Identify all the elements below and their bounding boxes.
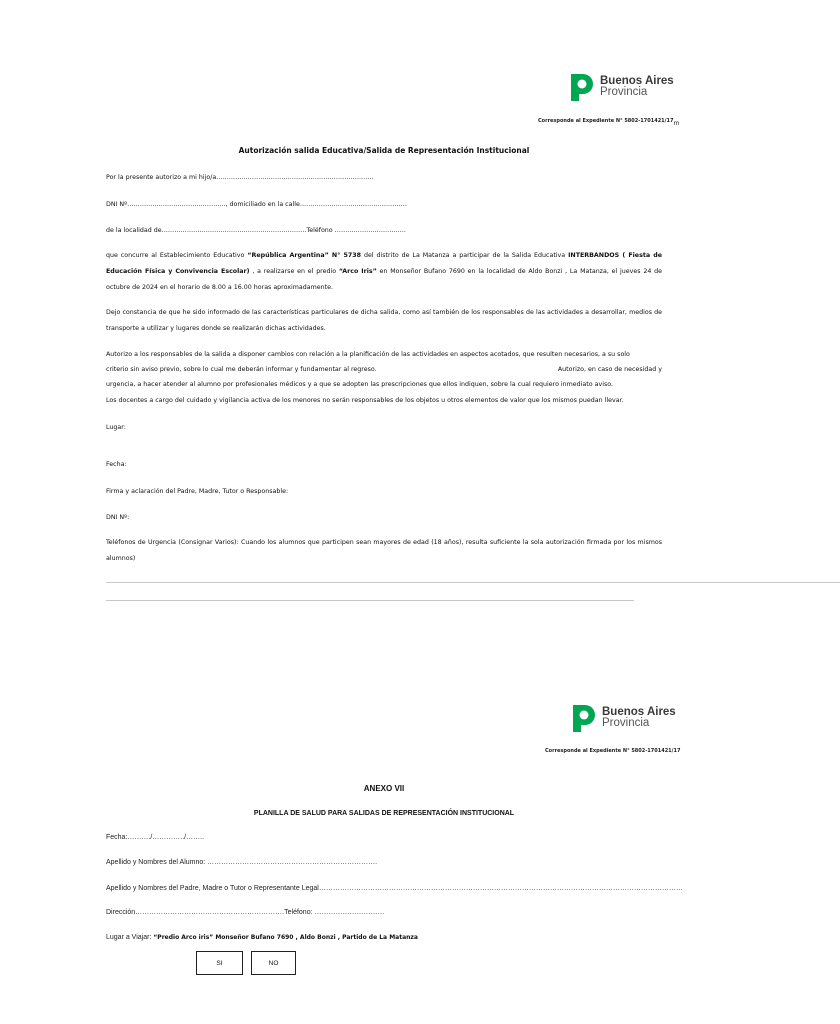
line-localidad: de la localidad de……………………………………………………………Teléfono ……………………………. bbox=[106, 227, 406, 234]
logo-line-2: Provincia bbox=[602, 717, 650, 729]
firma-label: Firma y aclaración del Padre, Madre, Tutor o Responsable: bbox=[106, 488, 289, 495]
province-logo bbox=[568, 72, 674, 102]
anexo-lugar-viajar: Lugar a Viajar: “Predio Arco iris” Monseñor Bufano 7690 , Aldo Bonzi , Partido de La Matanza bbox=[106, 934, 418, 941]
paragraph-constancia: Dejo constancia de que he sido informado de las características particulares de dicha salida, como así también de los responsables de las actividades a desarrollar, medios de transporte a utilizar y lugares donde se realizarán dichas actividades. bbox=[106, 309, 662, 332]
anexo-direccion: Dirección……………………………………………………….Teléfono: ………………………… bbox=[106, 909, 385, 916]
telefonos-urgencia: Teléfonos de Urgencia (Consignar Varios): Cuando los alumnos que participen sean mayores de edad (18 años), resulta suficiente la sola autorización firmada por los mismos alumnos) bbox=[106, 539, 662, 562]
expediente-mark: m bbox=[673, 120, 680, 127]
expediente-reference-2: Corresponde al Expediente N° 5802-1701421/17 bbox=[545, 748, 681, 754]
planilla-title: PLANILLA DE SALUD PARA SALIDAS DE REPRESENTACIÓN INSTITUCIONAL bbox=[253, 810, 515, 817]
line-hijo: Por la presente autorizo a mi hijo/a………………………………………………………………… bbox=[106, 174, 374, 181]
province-logo-2 bbox=[570, 703, 676, 733]
form-title: Autorización salida Educativa/Salida de Representación Institucional bbox=[238, 146, 530, 155]
paragraph-concurre: que concurre al Establecimiento Educativo “República Argentina” N° 5738 del distrito de La Matanza a participar de la Salida Educativa INTERBANDOS ( Fiesta de Educación Física y Convivencia Escolar) , a realizarse en el predio “Arco Iris” en Monseñor Bufano 7690 en la localidad de Aldo Bonzi , La Matanza, el jueves 24 de octubre de 2024 en el horario de 8.00 a 16.00 horas aproximadamente. bbox=[106, 252, 662, 291]
paragraph-autorizo-1: Autorizo a los responsables de la salida a disponer cambios con relación a la planificación de las actividades en aspectos acotados, que resulten necesarios, a su solo bbox=[106, 351, 630, 358]
dni-label: DNI Nº: bbox=[106, 514, 130, 521]
logo-line-1: Buenos Aires bbox=[600, 74, 674, 87]
fecha-label: Fecha: bbox=[106, 461, 127, 468]
lugar-label: Lugar: bbox=[106, 424, 126, 431]
paragraph-autorizo-3: urgencia, a hacer atender al alumno por profesionales médicos y a que se adopten las prescripciones que ellos indiquen, sobre la cual requiero inmediato aviso. bbox=[106, 381, 613, 388]
anexo-title: ANEXO VII bbox=[363, 784, 405, 793]
expediente-reference: Corresponde al Expediente N° $5802-1701421/17_m$ bbox=[538, 118, 680, 127]
province-logo-icon bbox=[570, 703, 596, 733]
lugar-viajar-value: “Predio Arco iris” Monseñor Bufano 7690 , Aldo Bonzi , Partido de La Matanza bbox=[153, 934, 418, 941]
dotted-line-1: ……………………………………………………………………………………………………………………………………………………………………………………………………………………………………………………………………………………………………………………………………. bbox=[106, 578, 840, 585]
anexo-padre: Apellido y Nombres del Padre, Madre o Tutor o Representante Legal………………………………………………………………………………………………………………………………………… bbox=[106, 885, 683, 892]
si-checkbox[interactable]: SI bbox=[196, 951, 243, 975]
no-checkbox[interactable]: NO bbox=[251, 951, 296, 975]
anexo-fecha: Fecha:………./…………../…….. bbox=[106, 834, 205, 841]
autorizo-urgencia-start: Autorizo, en caso de necesidad y bbox=[557, 366, 662, 373]
paragraph-autorizo-2: criterio sin aviso previo, sobre lo cual me deberán informar y fundamentar al regreso. Autorizo, en caso de necesidad y bbox=[106, 362, 662, 378]
line-dni: DNI Nº……………………………………….., domiciliado en la calle…………………………………………… bbox=[106, 201, 407, 208]
province-logo-icon bbox=[568, 72, 594, 102]
logo-line-1: Buenos Aires bbox=[602, 705, 676, 718]
paragraph-autorizo-4: Los docentes a cargo del cuidado y vigilancia activa de los menores no serán responsables de los objetos u otros elementos de valor que los mismos puedan llevar. bbox=[106, 397, 624, 404]
logo-line-2: Provincia bbox=[600, 86, 648, 98]
dotted-line-2: ………………………………………………………………………………………………………………………………………………………………………………………………………………………………………… bbox=[106, 596, 634, 603]
anexo-alumno: Apellido y Nombres del Alumno: ………………………………………………………………. bbox=[106, 859, 378, 866]
